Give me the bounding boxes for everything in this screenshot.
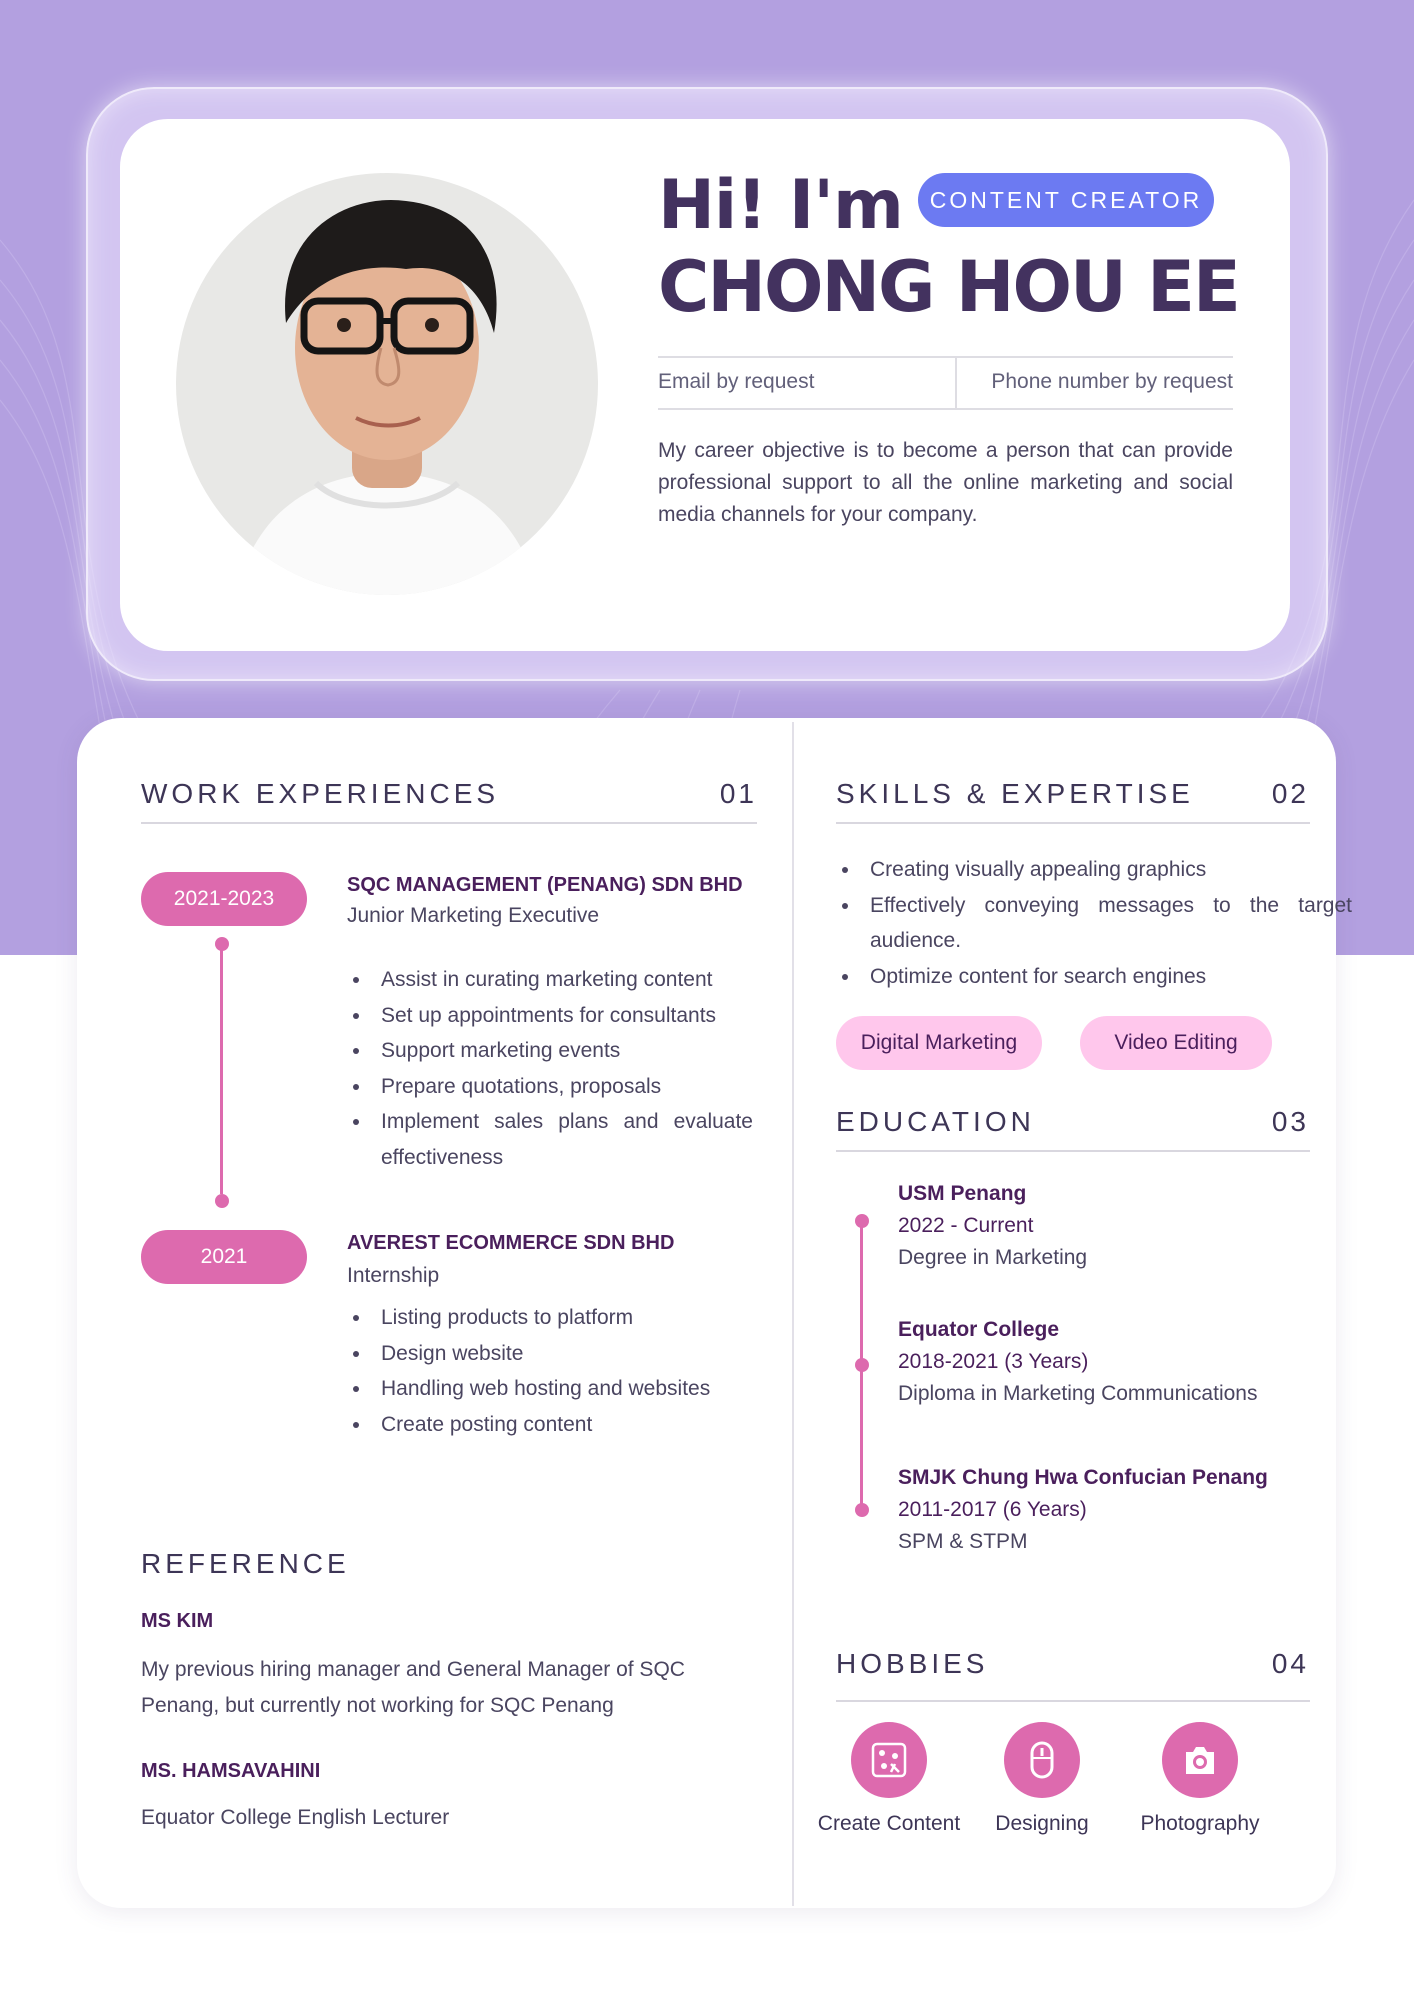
contact-divider xyxy=(955,358,957,408)
education-school: USM Penang xyxy=(898,1182,1027,1205)
job-duties-list xyxy=(347,962,753,1175)
list-item: Design website xyxy=(347,1336,753,1372)
hobby-label: Designing xyxy=(995,1812,1089,1835)
camera-icon xyxy=(1162,1722,1238,1798)
role-badge: CONTENT CREATOR xyxy=(918,173,1214,227)
career-objective: My career objective is to become a person that can provide professional support to all the online marketing and social media channels for your company. xyxy=(658,439,1233,526)
education-years: 2018-2021 (3 Years) xyxy=(898,1350,1089,1373)
reference-description: Equator College English Lecturer xyxy=(141,1806,450,1829)
hobbies-section-rule xyxy=(836,1700,1310,1702)
hobby-label: Create Content xyxy=(817,1812,961,1835)
list-item: Prepare quotations, proposals xyxy=(347,1069,753,1105)
list-item: Handling web hosting and websites xyxy=(347,1371,753,1407)
email-text: Email by request xyxy=(658,370,815,393)
timeline-dot xyxy=(215,1194,229,1208)
job-duties-list xyxy=(347,1300,753,1442)
mouse-icon xyxy=(1004,1722,1080,1798)
skills-section-rule xyxy=(836,822,1310,824)
list-item: Assist in curating marketing content xyxy=(347,962,753,998)
profile-photo xyxy=(176,173,598,595)
list-item: Creating visually appealing graphics xyxy=(836,852,1352,888)
hobby-label: Photography xyxy=(1140,1812,1260,1835)
reference-section-title: REFERENCE xyxy=(141,1548,350,1579)
job-company: AVEREST ECOMMERCE SDN BHD xyxy=(347,1232,675,1254)
education-section-number: 03 xyxy=(1271,1106,1309,1137)
job-position: Internship xyxy=(347,1264,440,1287)
education-qualification: Degree in Marketing xyxy=(898,1246,1088,1269)
work-section-rule xyxy=(141,822,757,824)
job-company: SQC MANAGEMENT (PENANG) SDN BHD xyxy=(347,874,743,896)
work-section-title: WORK EXPERIENCES xyxy=(141,778,500,809)
column-divider xyxy=(792,722,794,1906)
list-item: Implement sales plans and evaluate effectiveness xyxy=(347,1104,753,1175)
list-item: Set up appointments for consultants xyxy=(347,998,753,1034)
education-school: SMJK Chung Hwa Confucian Penang xyxy=(898,1466,1268,1489)
education-qualification: SPM & STPM xyxy=(898,1530,1028,1553)
list-item: Create posting content xyxy=(347,1407,753,1443)
list-item: Effectively conveying messages to the target audience. xyxy=(836,888,1352,959)
reference-description: My previous hiring manager and General Manager of SQC Penang, but currently not working for SQC Penang xyxy=(141,1658,685,1717)
create-content-icon xyxy=(851,1722,927,1798)
header-card xyxy=(120,119,1290,651)
person-name: CHONG HOU EE xyxy=(658,246,1239,328)
job-position: Junior Marketing Executive xyxy=(347,904,600,927)
skills-list xyxy=(836,852,1352,994)
skills-section-title: SKILLS & EXPERTISE xyxy=(836,778,1194,809)
job-years-pill: 2021 xyxy=(141,1230,307,1284)
list-item: Optimize content for search engines xyxy=(836,959,1352,995)
skills-section-number: 02 xyxy=(1271,778,1309,809)
education-years: 2022 - Current xyxy=(898,1214,1034,1237)
education-section-title: EDUCATION xyxy=(836,1106,1035,1137)
body-card xyxy=(77,718,1352,1908)
greeting: Hi! I'm xyxy=(658,166,903,245)
work-section-number: 01 xyxy=(719,778,757,809)
education-school: Equator College xyxy=(898,1318,1060,1341)
education-qualification: Diploma in Marketing Communications xyxy=(898,1382,1258,1405)
hobbies-section-title: HOBBIES xyxy=(836,1648,989,1679)
reference-name: MS. HAMSAVAHINI xyxy=(141,1760,321,1782)
timeline-dot xyxy=(855,1358,869,1372)
list-item: Support marketing events xyxy=(347,1033,753,1069)
education-section-rule xyxy=(836,1150,1310,1152)
job-years-pill: 2021-2023 xyxy=(141,872,307,926)
list-item: Listing products to platform xyxy=(347,1300,753,1336)
hobbies-section-number: 04 xyxy=(1271,1648,1309,1679)
timeline-dot xyxy=(855,1503,869,1517)
timeline-line xyxy=(220,944,223,1194)
reference-name: MS KIM xyxy=(141,1610,214,1632)
skill-tag: Digital Marketing xyxy=(836,1016,1042,1070)
education-years: 2011-2017 (6 Years) xyxy=(898,1498,1087,1521)
skill-tag: Video Editing xyxy=(1080,1016,1272,1070)
contact-row xyxy=(658,356,1233,410)
phone-text: Phone number by request xyxy=(991,370,1233,393)
timeline-dot xyxy=(855,1214,869,1228)
